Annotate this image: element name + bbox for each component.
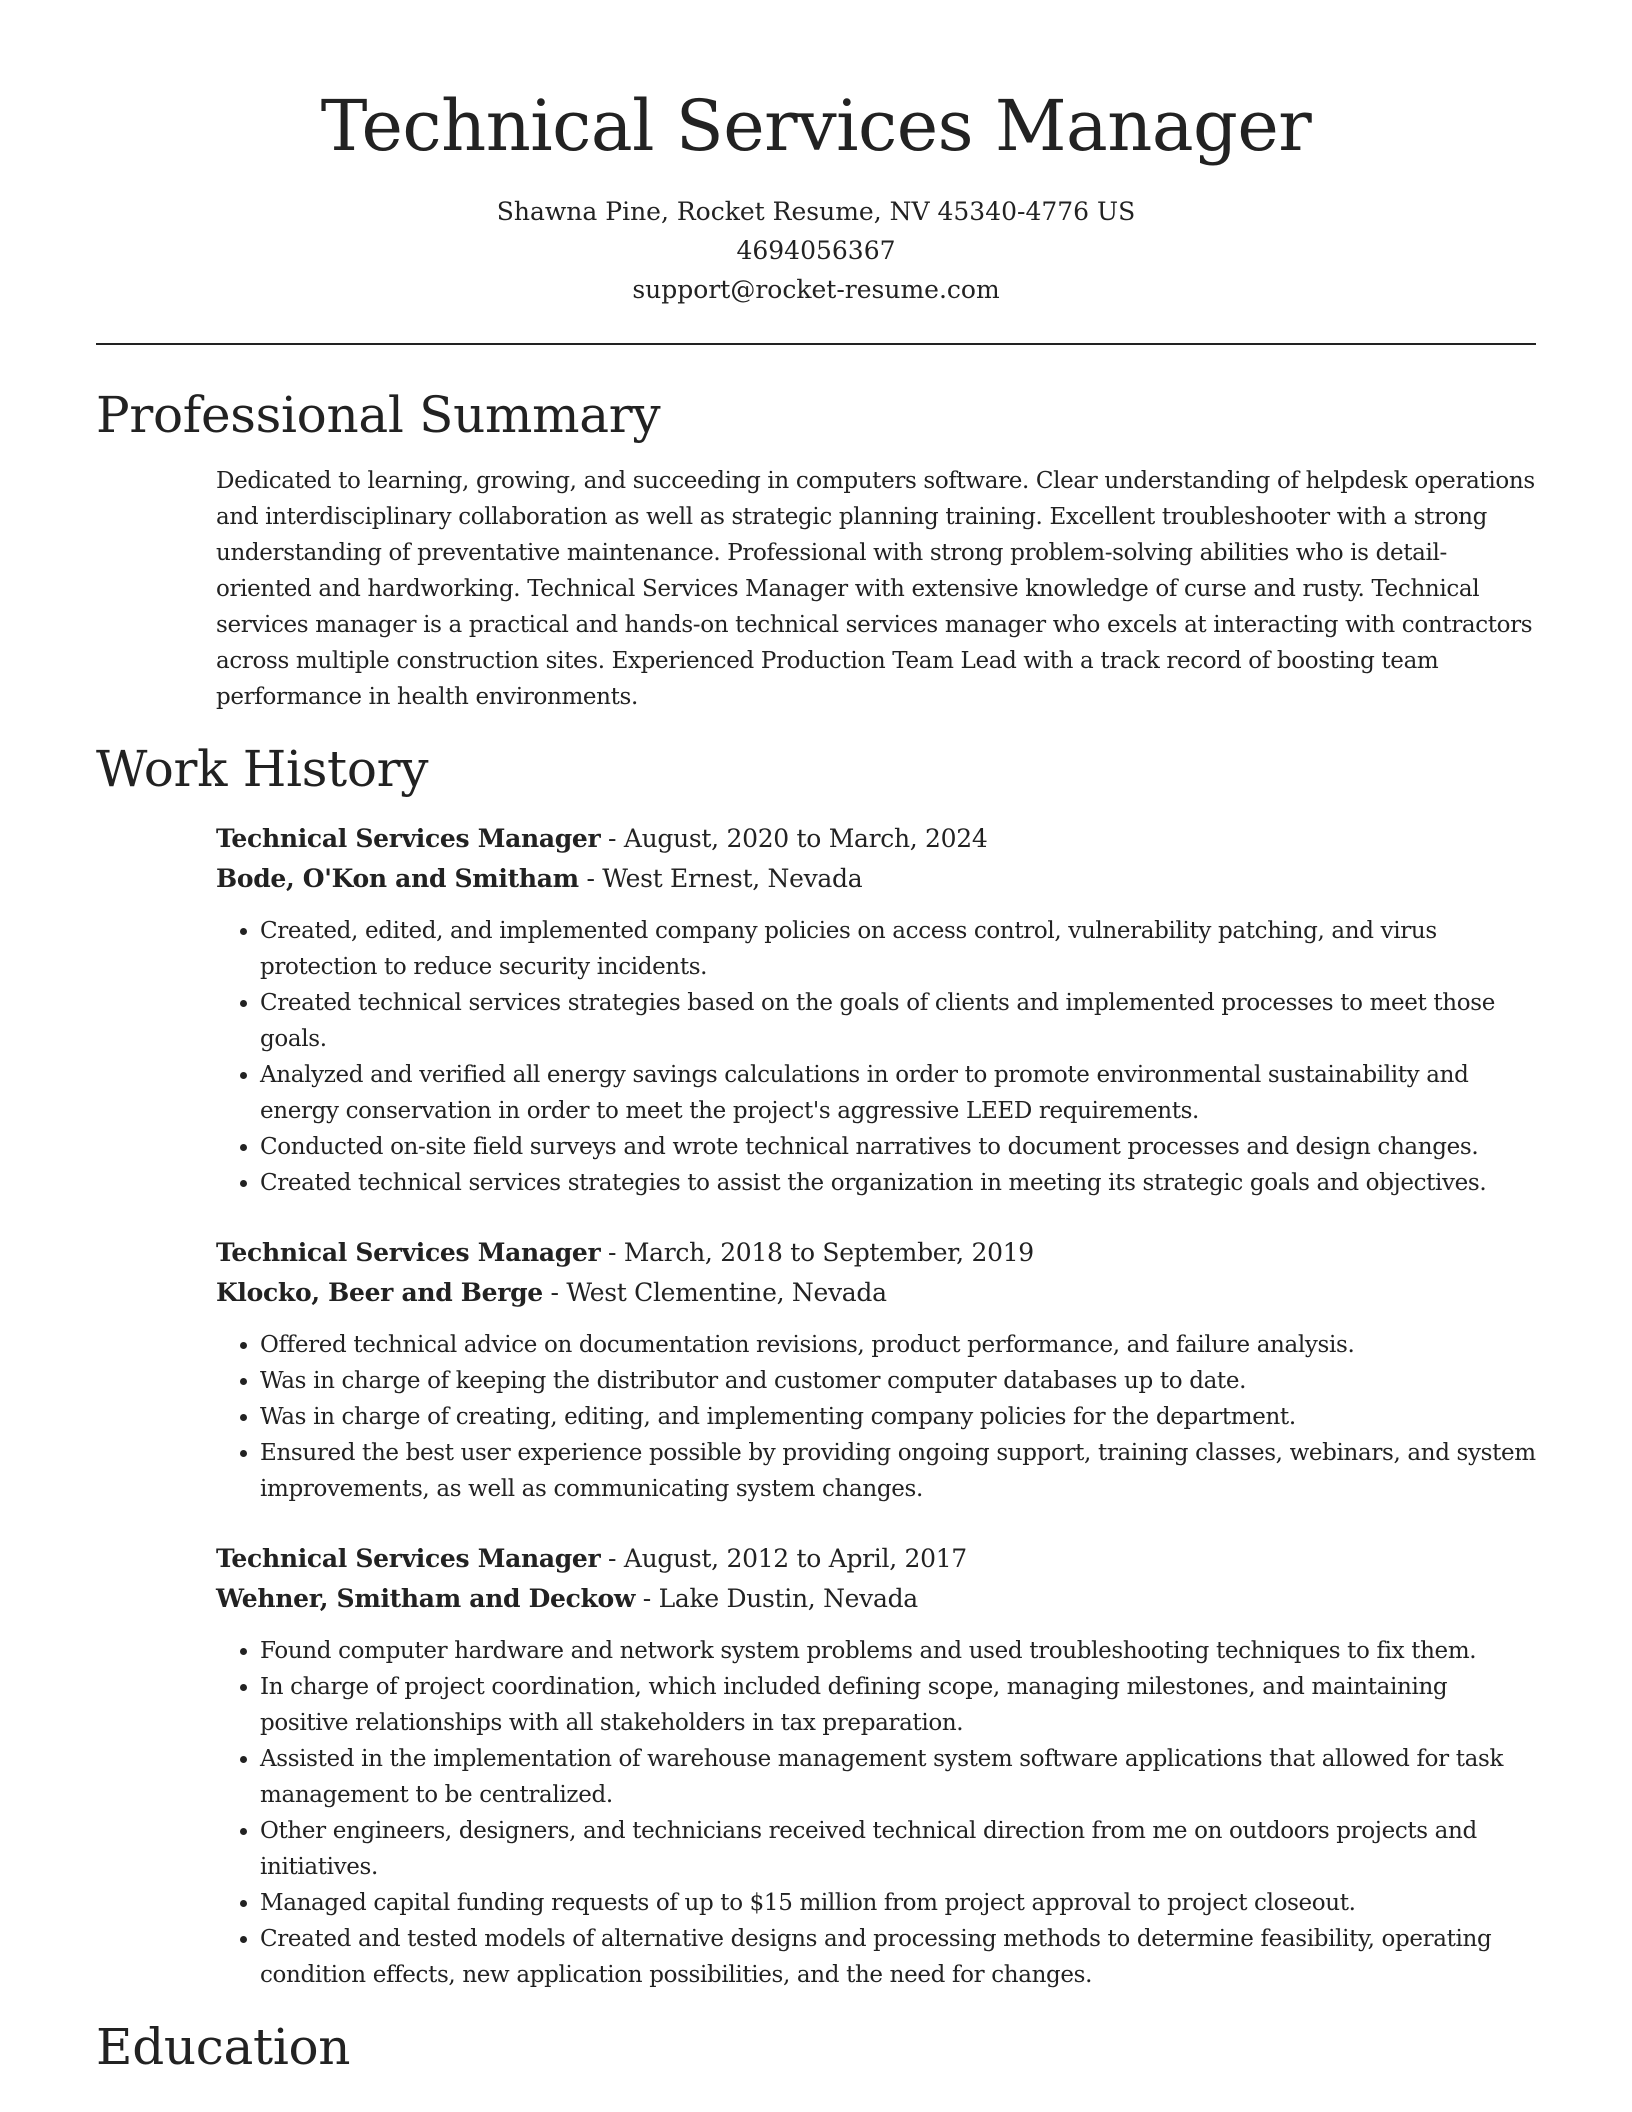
summary-heading: Professional Summary <box>96 386 661 444</box>
job-duties-list <box>216 1633 1536 1993</box>
job-company-line <box>216 859 1536 899</box>
job-duties-list <box>216 913 1536 1201</box>
summary-text: Dedicated to learning, growing, and succeeding in computers software. Clear understanding of helpdesk operations and interdisciplinary collaboration as well as strategic planning training. Excellent troubleshooter with a strong understanding of preventative maintenance. Professional with strong problem-solving abilities who is detail-oriented and hardworking. Technical Services Manager with extensive knowledge of curse and rusty. Technical services manager is a practical and hands-on technical services manager who excels at interacting with contractors across multiple construction sites. Experienced Production Team Lead with a track record of boosting team performance in health environments. <box>216 468 1535 710</box>
job-duty-item: • Conducted on-site field surveys and wrote technical narratives to document processes and design changes. <box>260 1129 1536 1165</box>
job-duty-item: • Managed capital funding requests of up to $15 million from project approval to project closeout. <box>260 1885 1536 1921</box>
job-title-line <box>216 819 1536 859</box>
job-company: Klocko, Beer and Berge <box>216 1278 543 1307</box>
contact-block <box>96 192 1536 309</box>
job-duty-item: • Analyzed and verified all energy savings calculations in order to promote environmental sustainability and energy conservation in order to meet the project's aggressive LEED requirements. <box>260 1057 1536 1129</box>
job-duties-list <box>216 1327 1536 1507</box>
job-duty-item: • Other engineers, designers, and technicians received technical direction from me on outdoors projects and initiatives. <box>260 1813 1536 1885</box>
job-title: Technical Services Manager <box>216 824 601 853</box>
job-location: - West Ernest, Nevada <box>578 864 863 893</box>
education-heading: Education <box>96 2018 351 2076</box>
resume-title: Technical Services Manager <box>320 85 1312 167</box>
job-duty-item: • Assisted in the implementation of warehouse management system software applications that allowed for task management to be centralized. <box>260 1741 1536 1813</box>
work-history-heading: Work History <box>96 740 429 798</box>
job-dates: - March, 2018 to September, 2019 <box>600 1238 1034 1267</box>
job-duty-item: • Offered technical advice on documentation revisions, product performance, and failure analysis. <box>260 1327 1536 1363</box>
job-duty-item: • Created technical services strategies to assist the organization in meeting its strategic goals and objectives. <box>260 1165 1536 1201</box>
contact-phone: 4694056367 <box>736 236 896 265</box>
job-company: Wehner, Smitham and Deckow <box>216 1584 636 1613</box>
job-duty-item: • In charge of project coordination, which included defining scope, managing milestones, and maintaining positive relationships with all stakeholders in tax preparation. <box>260 1669 1536 1741</box>
job-entry-1 <box>216 819 1536 1201</box>
job-company-line <box>216 1579 1536 1619</box>
job-location: - West Clementine, Nevada <box>542 1278 887 1307</box>
resume-page <box>96 0 1536 2077</box>
job-title: Technical Services Manager <box>216 1238 601 1267</box>
job-title: Technical Services Manager <box>216 1544 601 1573</box>
job-duty-item: • Ensured the best user experience possible by providing ongoing support, training classes, webinars, and system improvements, as well as communicating system changes. <box>260 1435 1536 1507</box>
summary-section <box>216 463 1536 715</box>
job-duty-item: • Was in charge of keeping the distributor and customer computer databases up to date. <box>260 1363 1536 1399</box>
job-dates: - August, 2012 to April, 2017 <box>600 1544 967 1573</box>
job-dates: - August, 2020 to March, 2024 <box>600 824 988 853</box>
contact-email: support@rocket-resume.com <box>632 275 1000 304</box>
job-title-line <box>216 1233 1536 1273</box>
job-duty-item: • Created and tested models of alternative designs and processing methods to determine feasibility, operating condition effects, new application possibilities, and the need for changes. <box>260 1921 1536 1993</box>
job-title-line <box>216 1539 1536 1579</box>
job-duty-item: • Was in charge of creating, editing, and implementing company policies for the department. <box>260 1399 1536 1435</box>
job-duty-item: • Found computer hardware and network system problems and used troubleshooting techniques to fix them. <box>260 1633 1536 1669</box>
job-entry-3 <box>216 1539 1536 1993</box>
header-divider <box>96 343 1536 345</box>
work-history-section <box>216 819 1536 1993</box>
job-company-line <box>216 1273 1536 1313</box>
job-duty-item: • Created technical services strategies based on the goals of clients and implemented processes to meet those goals. <box>260 985 1536 1057</box>
job-company: Bode, O'Kon and Smitham <box>216 864 579 893</box>
job-duty-item: • Created, edited, and implemented company policies on access control, vulnerability patching, and virus protection to reduce security incidents. <box>260 913 1536 985</box>
job-entry-2 <box>216 1233 1536 1507</box>
job-location: - Lake Dustin, Nevada <box>635 1584 918 1613</box>
contact-address: Shawna Pine, Rocket Resume, NV 45340-4776 US <box>496 197 1136 226</box>
